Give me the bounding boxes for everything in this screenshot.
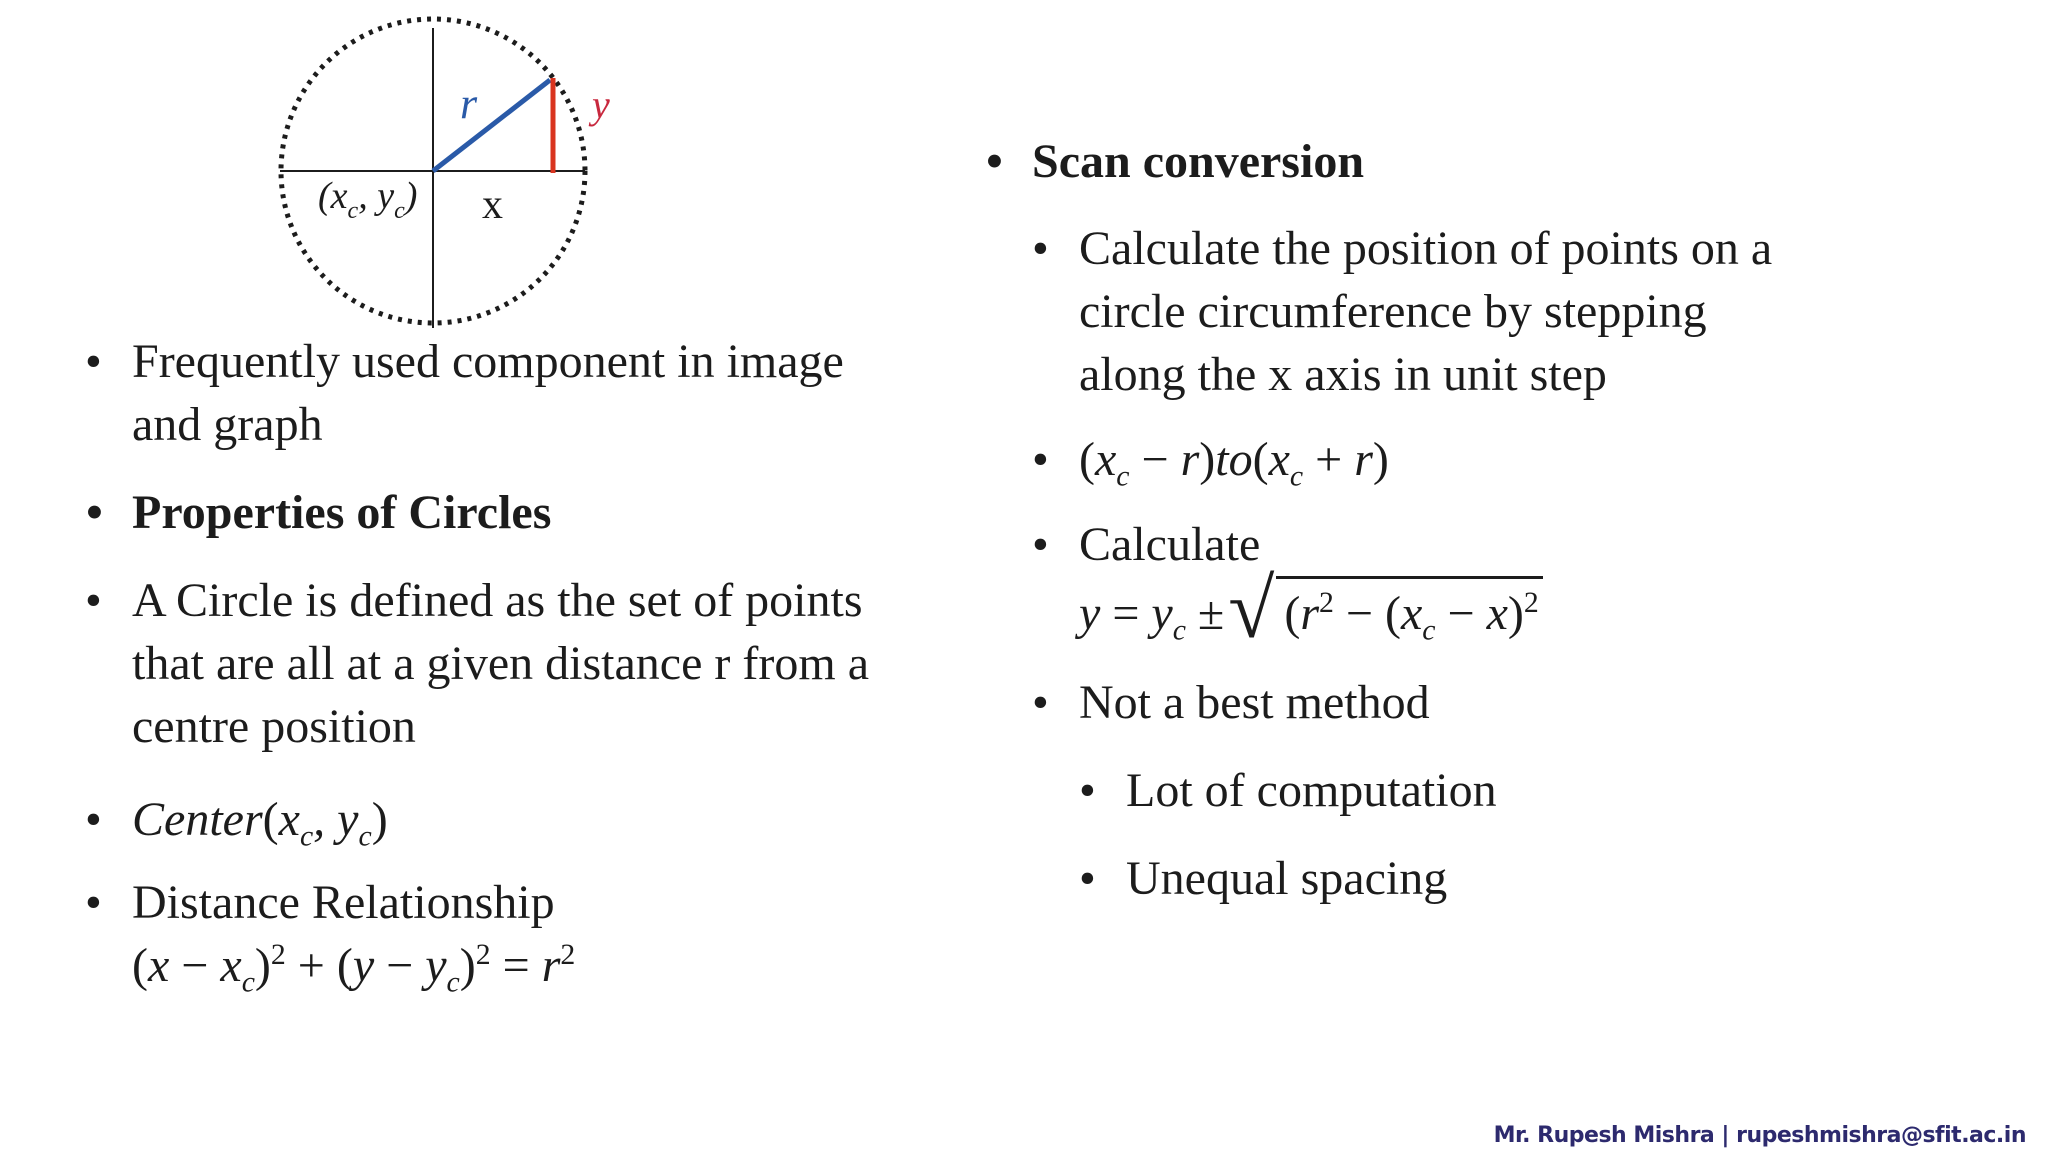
right-column xyxy=(985,130,1885,910)
bullet-properties xyxy=(85,481,885,544)
radius-label: r xyxy=(460,79,478,128)
bullet-text: Frequently used component in image and graph xyxy=(132,335,844,451)
x-label: x xyxy=(482,182,503,228)
bullet-dot: • xyxy=(85,482,104,542)
bullet-text: Lot of computation xyxy=(1126,764,1497,817)
center-label: ($x_c$, $y_c$) xyxy=(318,175,418,224)
bullet-dot: • xyxy=(1032,676,1049,729)
bullet-dot: • xyxy=(985,131,1004,191)
bullet-unequal-spacing xyxy=(1079,847,1885,910)
y-label: y xyxy=(592,82,610,127)
scan-conversion-heading: Scan conversion xyxy=(1032,135,1365,188)
bullet-lot-computation xyxy=(1079,759,1885,822)
bullet-text: Calculate the position of points on a circle circumference by stepping along the x axis in unit step xyxy=(1079,222,1773,401)
distance-formula: $(x - x_c)^2 + (y - y_c)^2 = r^2$ xyxy=(132,938,576,999)
bullet-dot: • xyxy=(1079,852,1096,905)
distance-title: Distance Relationship xyxy=(132,876,555,929)
radius-line xyxy=(433,80,550,171)
bullet-dot: • xyxy=(1032,433,1049,486)
bullet-dot: • xyxy=(85,876,102,929)
bullet-dot: • xyxy=(85,335,102,388)
bullet-range xyxy=(1032,428,1885,491)
center-word: Center xyxy=(132,793,263,846)
bullet-dot: • xyxy=(1032,222,1049,275)
bullet-frequently-used xyxy=(85,330,892,456)
bullet-text: Unequal spacing xyxy=(1126,852,1448,905)
properties-heading: Properties of Circles xyxy=(132,486,552,539)
bullet-dot: • xyxy=(1032,518,1049,571)
circle-diagram xyxy=(260,8,620,338)
footer-credit: Mr. Rupesh Mishra | rupeshmishra@sfit.ac.in xyxy=(1493,1123,2026,1148)
bullet-dot: • xyxy=(1079,764,1096,817)
center-formula: $Center(x_c$, $y_c$) xyxy=(132,793,388,853)
calculate-title: Calculate xyxy=(1079,518,1261,571)
bullet-dot: • xyxy=(85,793,102,846)
bullet-definition xyxy=(85,569,892,758)
bullet-center xyxy=(85,788,885,851)
bullet-text: Not a best method xyxy=(1079,676,1430,729)
bullet-calculate-position xyxy=(1032,217,1799,406)
bullet-not-best xyxy=(1032,671,1885,734)
bullet-text: A Circle is defined as the set of points that are all at a given distance r from a centre position xyxy=(132,574,869,753)
y-formula: $y = y_c$ ±√ ($r^2 - (x_c - x)^2$ xyxy=(1079,587,1543,640)
bullet-distance xyxy=(85,871,885,997)
left-column xyxy=(85,330,885,997)
bullet-calculate-y xyxy=(1032,513,1885,656)
bullet-dot: • xyxy=(85,574,102,627)
range-formula: $(x_c - r)to(x_c + r)$ xyxy=(1079,433,1389,493)
bullet-scan-conversion xyxy=(985,130,1885,193)
